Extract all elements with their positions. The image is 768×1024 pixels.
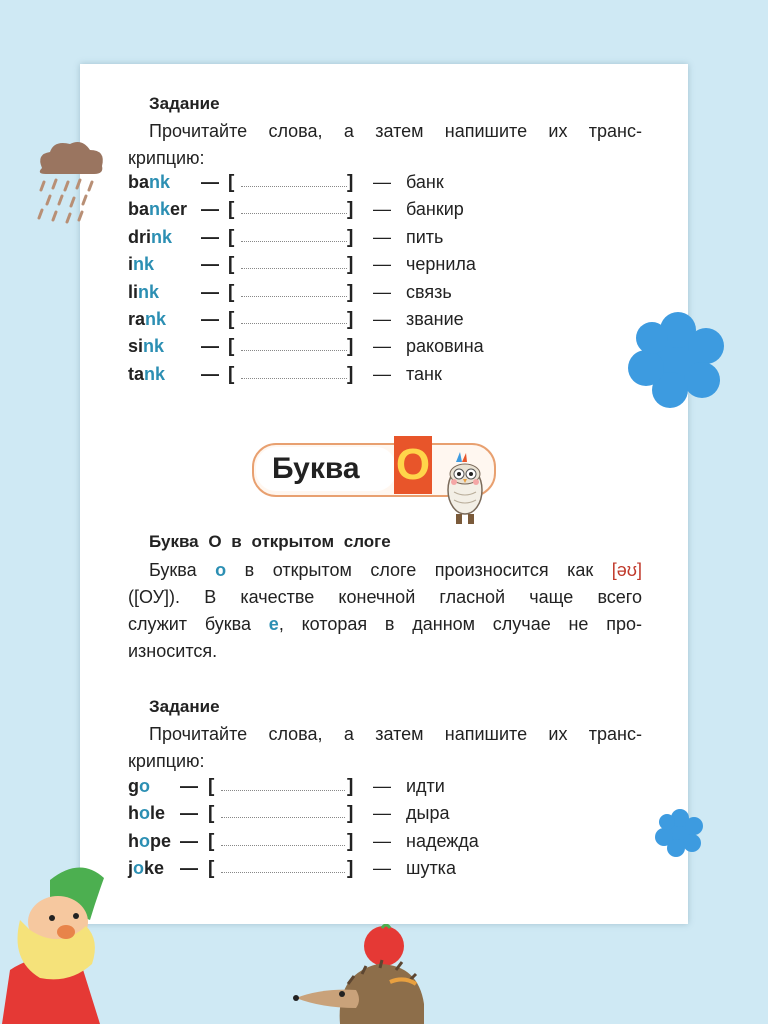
letter-combination: o [139, 803, 150, 824]
word-row [128, 227, 528, 254]
transcription-blank[interactable] [241, 378, 347, 379]
english-word: joke [128, 858, 165, 879]
dash: — [201, 172, 219, 192]
blue-flower-large [622, 310, 734, 410]
blue-flower-small [652, 808, 708, 858]
task1-instruction [128, 118, 642, 172]
russian-translation: банк [406, 172, 444, 192]
letter-combination: nk [145, 309, 167, 329]
russian-translation: надежда [406, 830, 479, 851]
open-bracket: [ [228, 172, 235, 193]
dash: — [373, 254, 391, 275]
open-bracket: [ [228, 309, 235, 330]
close-bracket: ] [347, 803, 354, 825]
dash: — [373, 172, 391, 192]
dash: — [373, 363, 391, 384]
task2-title: Задание [149, 697, 220, 716]
gnome-illustration [0, 860, 112, 1024]
close-bracket: ] [347, 226, 354, 248]
dash: — [373, 226, 391, 247]
transcription-blank[interactable] [241, 323, 347, 324]
english-word: drink [128, 226, 173, 247]
close-bracket: ] [347, 363, 354, 385]
dash: — [201, 363, 219, 384]
dash: — [373, 776, 391, 796]
dash: — [180, 858, 198, 879]
rain-cloud-illustration [32, 138, 108, 230]
letter-combination: o [139, 830, 150, 851]
russian-translation: чернила [406, 254, 476, 275]
close-bracket: ] [347, 309, 354, 330]
open-bracket: [ [208, 858, 215, 880]
open-bracket: [ [228, 281, 235, 303]
dash: — [180, 803, 198, 824]
letter-combination: o [133, 858, 145, 879]
dash: — [373, 830, 391, 851]
word-row [128, 254, 528, 281]
russian-translation: связь [406, 281, 452, 302]
para-ipa: [əʊ] [611, 560, 642, 580]
english-word: go [128, 776, 150, 796]
section-paragraph [128, 557, 642, 665]
para-text: в открытом слоге произносится как [244, 560, 594, 580]
word-row [128, 858, 528, 885]
word-row [128, 336, 528, 363]
close-bracket: ] [347, 199, 354, 221]
word-row [128, 364, 528, 391]
open-bracket: [ [228, 254, 235, 276]
transcription-blank[interactable] [241, 268, 347, 269]
transcription-blank[interactable] [221, 790, 345, 791]
dash: — [201, 281, 219, 302]
close-bracket: ] [347, 254, 354, 276]
para-text: служит буква [128, 614, 251, 634]
open-bracket: [ [228, 226, 235, 248]
transcription-blank[interactable] [241, 241, 347, 242]
english-word: ink [128, 254, 155, 275]
russian-translation: банкир [406, 199, 464, 220]
task1-title: Задание [149, 94, 220, 113]
word-row [128, 282, 528, 309]
english-word: rank [128, 309, 167, 329]
letter-combination: o [139, 776, 150, 796]
english-word: sink [128, 336, 165, 357]
hedgehog-illustration [292, 924, 432, 1024]
word-row [128, 776, 528, 803]
transcription-blank[interactable] [221, 872, 345, 873]
letter-combination: nk [143, 336, 165, 357]
para-highlight-o: o [215, 560, 227, 580]
transcription-blank[interactable] [221, 845, 345, 846]
open-bracket: [ [208, 830, 215, 852]
russian-translation: идти [406, 776, 445, 796]
dash: — [180, 776, 198, 796]
dash: — [373, 309, 391, 329]
dash: — [201, 309, 219, 329]
para-text: Буква [149, 560, 197, 580]
para-highlight-e: e [268, 614, 279, 634]
dash: — [373, 281, 391, 302]
para-text: , которая в данном случае не про- [278, 614, 642, 634]
open-bracket: [ [228, 199, 235, 221]
transcription-blank[interactable] [241, 186, 347, 187]
task2-instruction-line1: Прочитайте слова, а затем напишите их транс- [149, 724, 642, 744]
letter-combination: nk [144, 363, 166, 384]
english-word: link [128, 281, 160, 302]
russian-translation: пить [406, 226, 444, 247]
task1-instruction-line2: крипцию: [128, 148, 205, 168]
open-bracket: [ [228, 363, 235, 385]
close-bracket: ] [347, 172, 354, 193]
russian-translation: дыра [406, 803, 450, 824]
dash: — [201, 226, 219, 247]
close-bracket: ] [347, 776, 354, 797]
open-bracket: [ [228, 336, 235, 358]
task1-instruction-line1: Прочитайте слова, а затем напишите их транс- [149, 121, 642, 141]
close-bracket: ] [347, 830, 354, 852]
open-bracket: [ [208, 803, 215, 825]
letter-combination: nk [151, 226, 173, 247]
letter-combination: nk [149, 199, 171, 220]
word-row [128, 831, 528, 858]
dash: — [373, 199, 391, 220]
transcription-blank[interactable] [241, 350, 347, 351]
letter-combination: nk [133, 254, 155, 275]
close-bracket: ] [347, 336, 354, 358]
english-word: banker [128, 199, 188, 220]
transcription-blank[interactable] [241, 296, 347, 297]
close-bracket: ] [347, 281, 354, 303]
english-word: bank [128, 172, 171, 192]
russian-translation: шутка [406, 858, 456, 879]
dash: — [373, 336, 391, 357]
english-word: tank [128, 363, 166, 384]
english-word: hope [128, 830, 172, 851]
task2-instruction-line2: крипцию: [128, 751, 205, 771]
close-bracket: ] [347, 858, 354, 880]
dash: — [180, 830, 198, 851]
letter-combination: nk [149, 172, 171, 192]
word-row [128, 803, 528, 830]
open-bracket: [ [208, 776, 215, 797]
transcription-blank[interactable] [241, 213, 347, 214]
transcription-blank[interactable] [221, 817, 345, 818]
dash: — [373, 858, 391, 879]
dash: — [201, 199, 219, 220]
dash: — [373, 803, 391, 824]
dash: — [201, 254, 219, 275]
russian-translation: танк [406, 363, 442, 384]
section-title: Буква O в открытом слоге [149, 532, 391, 551]
russian-translation: раковина [406, 336, 484, 357]
banner-letter: O [394, 436, 432, 494]
word-row [128, 309, 528, 336]
banner-word: Буква [272, 452, 360, 485]
word-row [128, 199, 528, 226]
para-line2: ([ОУ]). В качестве конечной гласной чаще всего [128, 587, 642, 607]
letter-combination: nk [138, 281, 160, 302]
word-row [128, 172, 528, 199]
russian-translation: звание [406, 309, 464, 329]
english-word: hole [128, 803, 166, 824]
para-line4: износится. [128, 641, 218, 661]
dash: — [201, 336, 219, 357]
owl-illustration [440, 452, 490, 528]
task2-instruction [128, 721, 642, 775]
